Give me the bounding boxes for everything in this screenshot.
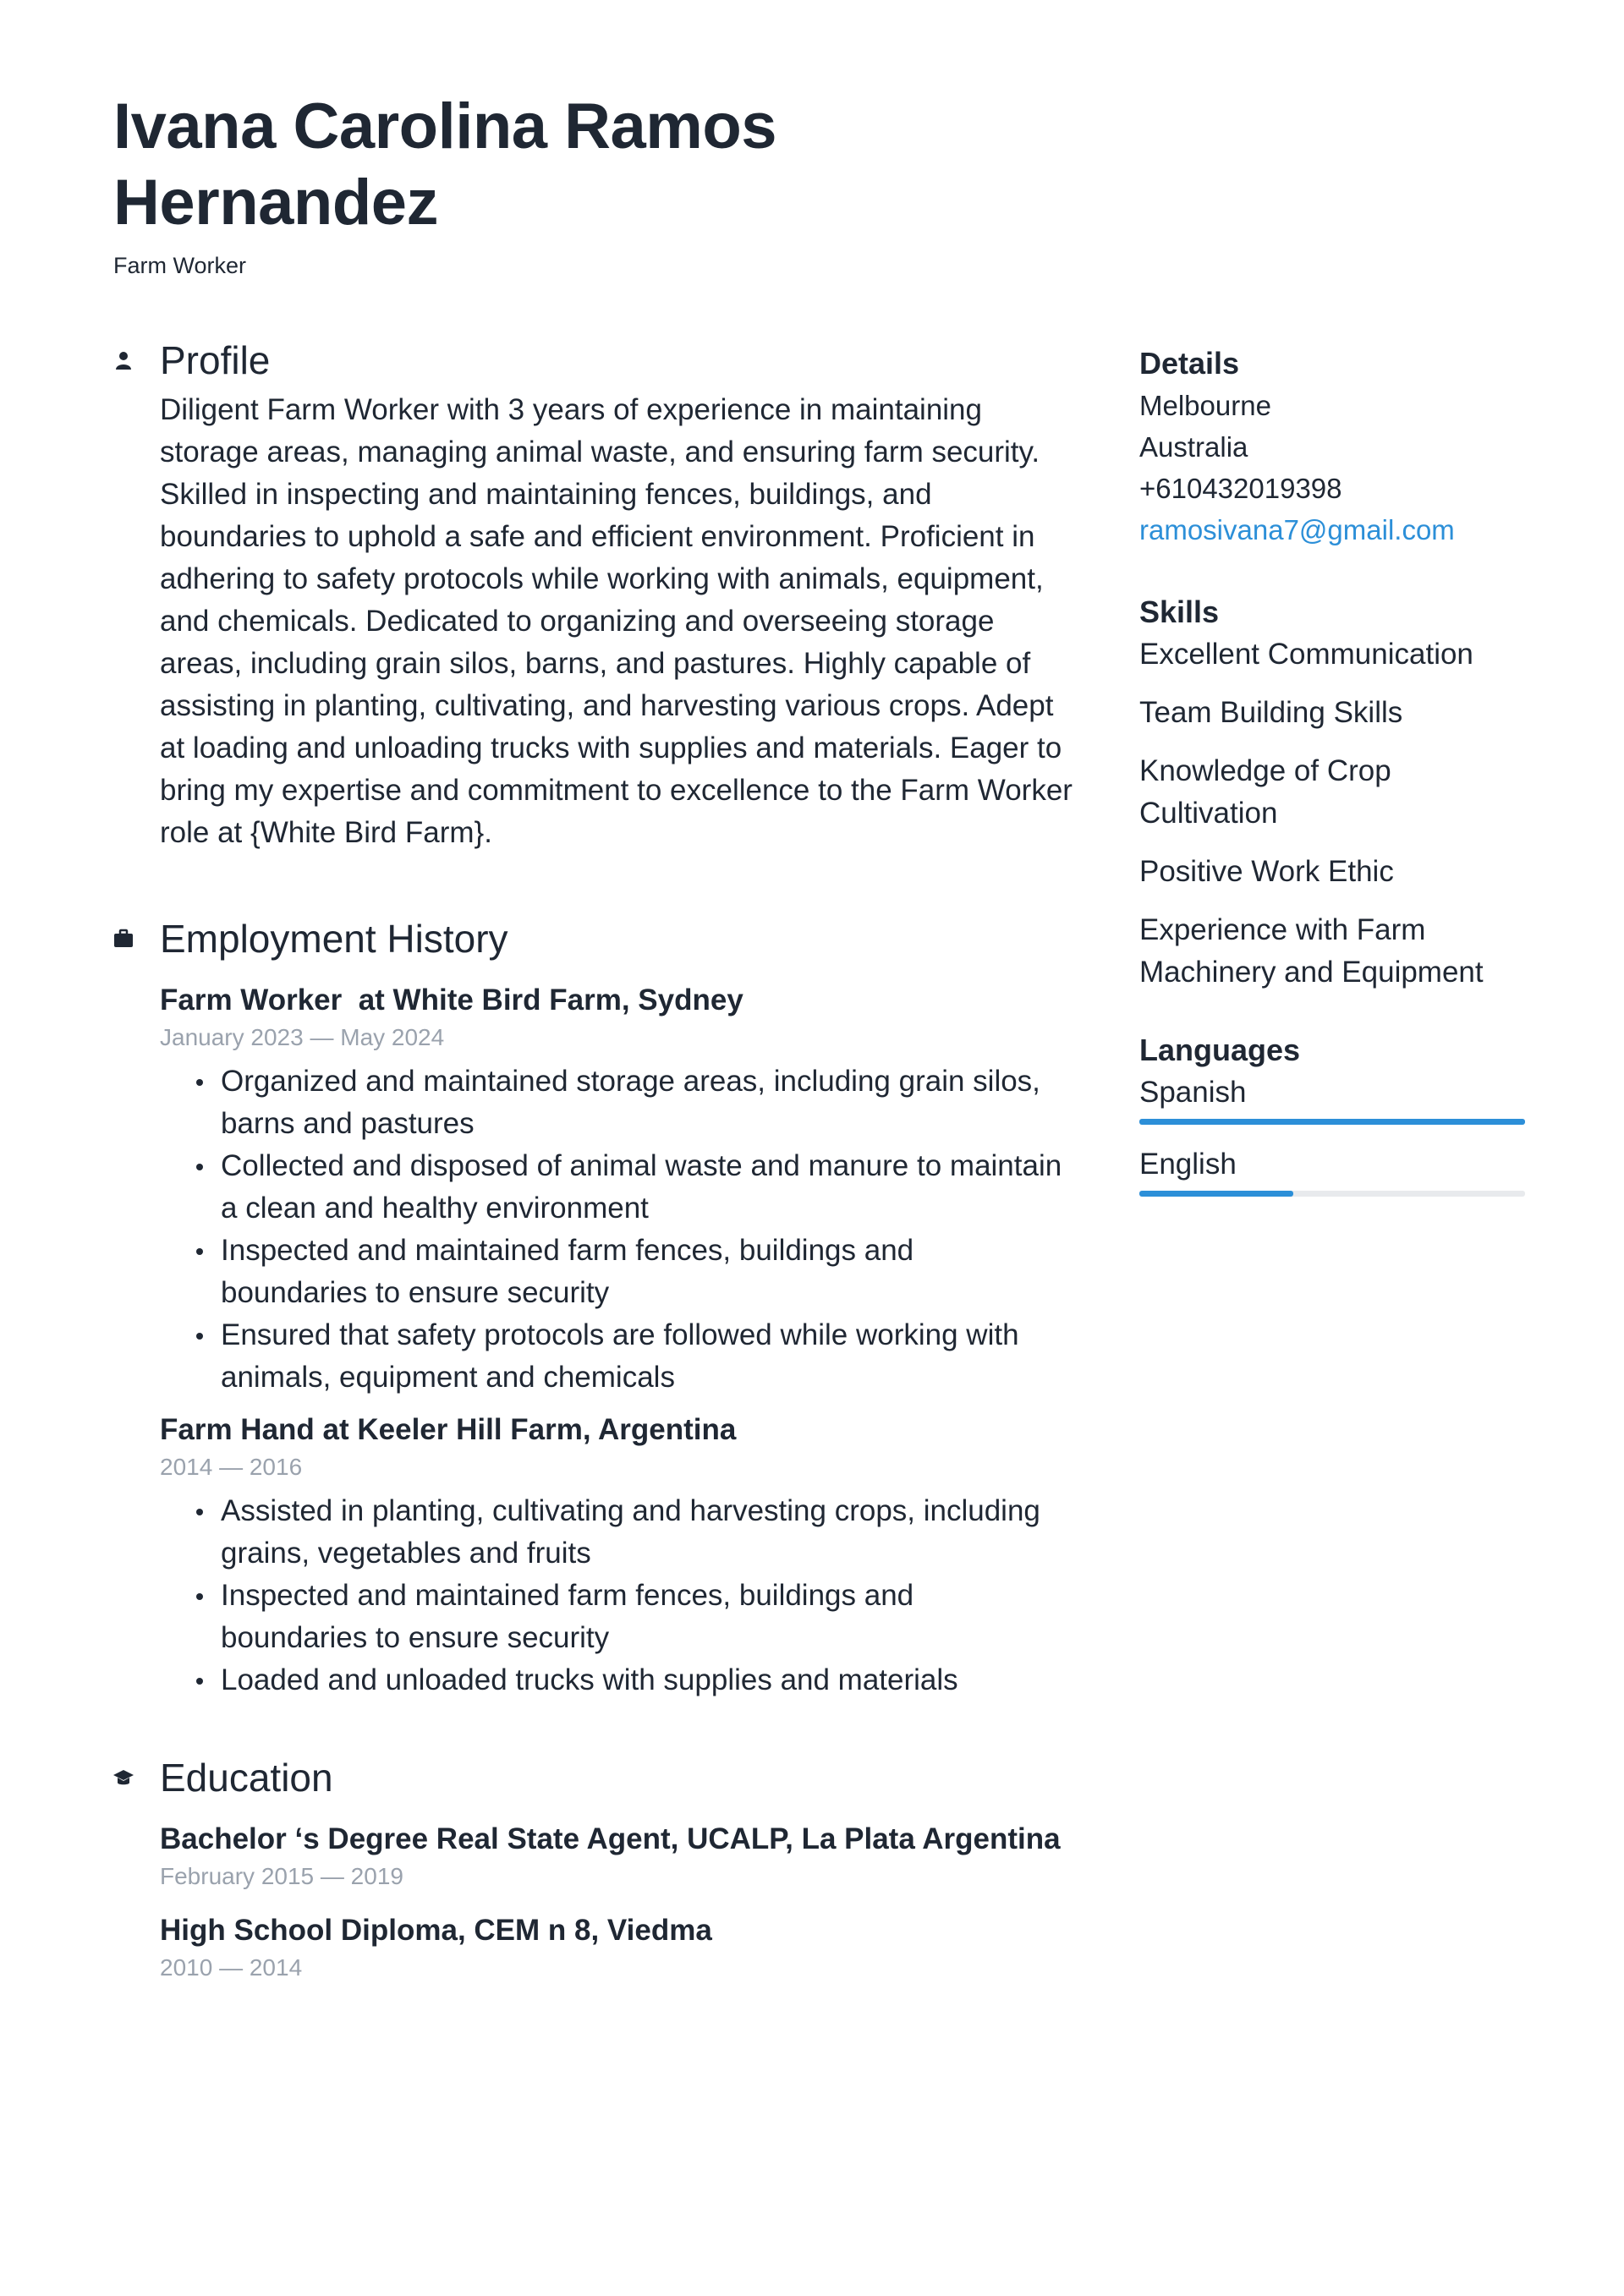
education-dates: February 2015 — 2019 — [160, 1863, 403, 1889]
resume-header — [113, 89, 875, 280]
education-dates: 2010 — 2014 — [160, 1954, 303, 1981]
bullet-dot — [196, 1678, 203, 1685]
details-country: Australia — [1139, 431, 1248, 463]
list-item: Ensured that safety protocols are followed while working with animals, equipment and chemicals — [160, 1314, 1069, 1399]
language-item — [1139, 1143, 1528, 1197]
details-title: Details — [1139, 346, 1240, 381]
list-item: Inspected and maintained farm fences, buildings and boundaries to ensure security — [160, 1230, 1069, 1314]
profile-summary: Diligent Farm Worker with 3 years of experience in maintaining storage areas, managing animal waste, and ensuring farm security. Skilled in inspecting and maintaining fences, buildings, and boundaries to uphold a safe and efficient environment. Proficient in adhering to safety protocols while working with animals, equipment, and chemicals. Dedicated to organizing and overseeing storage areas, including grain silos, barns, and pastures. Highly capable of assisting in planting, cultivating, and harvesting various crops. Adept at loading and unloading trucks with supplies and materials. Eager to bring my expertise and commitment to excellence to the Farm Worker role at {White Bird Farm}. — [160, 393, 1073, 849]
job-dates: January 2023 — May 2024 — [160, 1024, 445, 1050]
languages-section — [1139, 1029, 1528, 1197]
education-entry — [160, 1820, 1069, 1893]
sidebar — [1139, 342, 1528, 1215]
language-level-bar — [1139, 1119, 1525, 1125]
email-link[interactable]: ramosivana7@gmail.com — [1139, 514, 1455, 545]
skills-title: Skills — [1139, 595, 1220, 629]
bullet-dot — [196, 1079, 203, 1086]
language-level-bar — [1139, 1191, 1525, 1197]
job-bullet-list — [160, 1490, 1069, 1701]
bullet-dot — [196, 1333, 203, 1340]
languages-title: Languages — [1139, 1033, 1301, 1067]
education-title-line: Bachelor ‘s Degree Real State Agent, UCALP, La Plata Argentina — [160, 1822, 1061, 1855]
education-title: Education — [160, 1756, 333, 1800]
language-item — [1139, 1071, 1528, 1125]
list-item: Organized and maintained storage areas, including grain silos, barns and pastures — [160, 1060, 1069, 1145]
skill-item: Positive Work Ethic — [1139, 855, 1394, 888]
candidate-name — [113, 89, 875, 241]
skill-item: Knowledge of Crop Cultivation — [1139, 754, 1391, 830]
bullet-dot — [196, 1593, 203, 1600]
list-item: Assisted in planting, cultivating and harvesting crops, including grains, vegetables and fruits — [160, 1490, 1069, 1575]
list-item: Loaded and unloaded trucks with supplies and materials — [160, 1659, 1069, 1701]
language-level-fill — [1139, 1119, 1525, 1125]
employment-section — [113, 910, 1069, 1701]
name-line-1: Ivana Carolina Ramos — [113, 90, 777, 162]
profile-heading — [113, 332, 1069, 389]
details-city: Melbourne — [1139, 390, 1271, 421]
job-title-line: Farm Hand at Keeler Hill Farm, Argentina — [160, 1413, 737, 1446]
language-name: English — [1139, 1148, 1237, 1181]
language-name: Spanish — [1139, 1076, 1247, 1109]
bullet-dot — [196, 1164, 203, 1170]
details-section — [1139, 342, 1528, 551]
job-title: Farm Worker — [113, 253, 247, 278]
list-item: Collected and disposed of animal waste and manure to maintain a clean and healthy environment — [160, 1145, 1069, 1230]
job-bullet-list — [160, 1060, 1069, 1399]
job-dates: 2014 — 2016 — [160, 1454, 303, 1480]
education-title-line: High School Diploma, CEM n 8, Viedma — [160, 1914, 712, 1947]
details-phone: +610432019398 — [1139, 473, 1342, 504]
education-heading — [113, 1749, 1069, 1806]
skill-item: Experience with Farm Machinery and Equipment — [1139, 913, 1484, 989]
education-section — [113, 1749, 1069, 1984]
bullet-dot — [196, 1248, 203, 1255]
skills-section — [1139, 591, 1528, 994]
briefcase-icon — [113, 929, 134, 949]
language-level-fill — [1139, 1191, 1293, 1197]
list-item: Inspected and maintained farm fences, buildings and boundaries to ensure security — [160, 1575, 1069, 1659]
profile-section — [113, 332, 1073, 854]
bullet-dot — [196, 1509, 203, 1515]
job-title-line: Farm Worker at White Bird Farm, Sydney — [160, 984, 743, 1016]
employment-heading — [113, 910, 1069, 967]
person-icon — [113, 350, 134, 370]
skill-item: Team Building Skills — [1139, 696, 1403, 729]
profile-title: Profile — [160, 338, 271, 382]
skill-item: Excellent Communication — [1139, 638, 1473, 671]
employment-title: Employment History — [160, 917, 508, 961]
main-column — [113, 332, 1073, 1984]
job-entry — [160, 981, 1069, 1399]
graduation-cap-icon — [113, 1767, 134, 1788]
education-entry — [160, 1911, 1069, 1984]
name-line-2: Hernandez — [113, 167, 439, 238]
job-entry — [160, 1411, 1069, 1701]
